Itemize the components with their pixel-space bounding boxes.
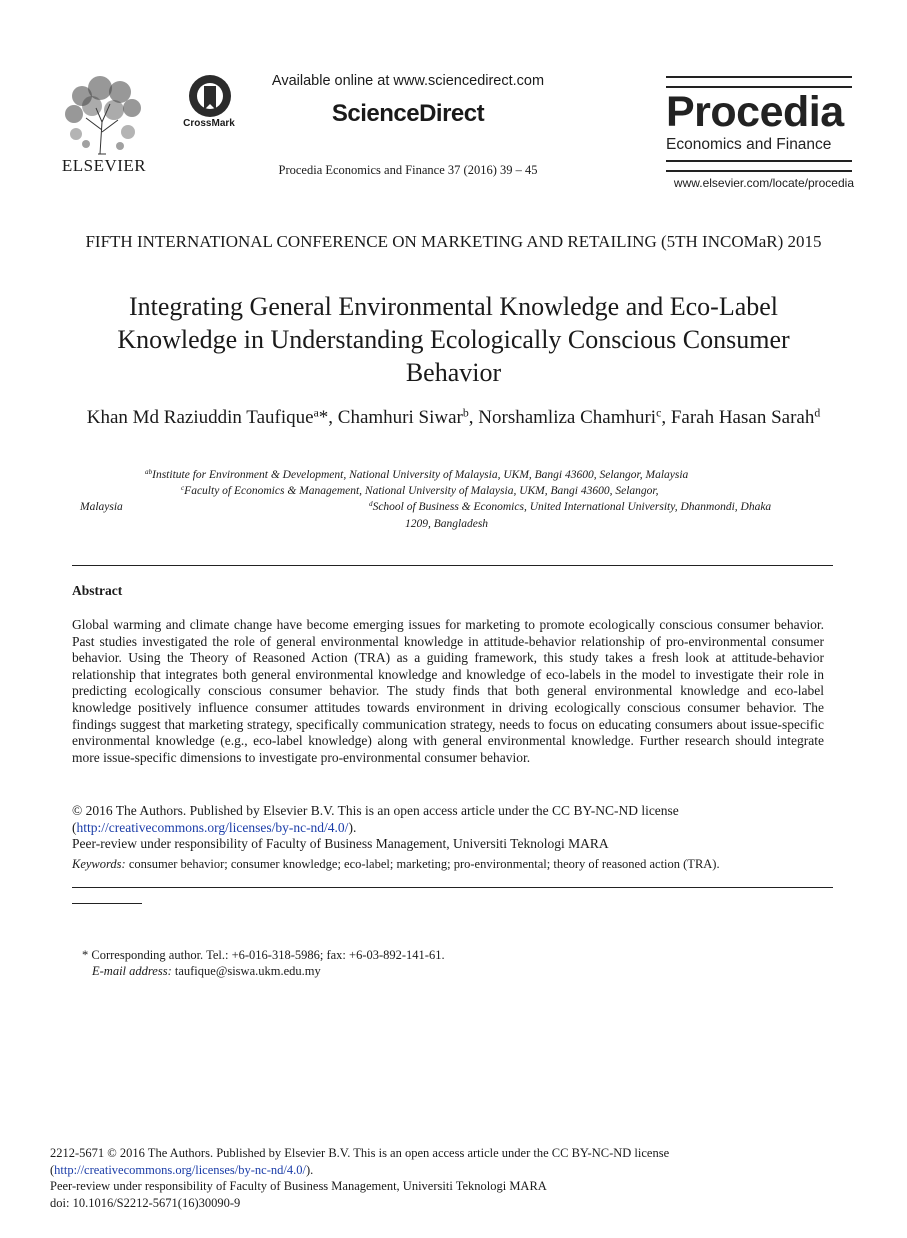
author-separator: , [468,407,479,428]
procedia-top-rule [666,76,852,88]
corresponding-author: * Corresponding author. Tel.: +6-016-318-5986; fax: +6-03-892-141-61. [82,948,445,962]
affiliation-d-continued: 1209, Bangladesh [405,518,489,530]
keywords-text: consumer behavior; consumer knowledge; eco-label; marketing; pro-environmental; theory of reasoned action (TRA). [125,857,720,871]
keywords [72,857,824,872]
email-label: E-mail address: [92,964,172,978]
available-online-text: Available online at www.sciencedirect.com [271,73,545,89]
corresponding-author-footnote [82,947,782,979]
procedia-subtitle: Economics and Finance [666,136,832,153]
keywords-label: Keywords: [72,857,126,871]
email-line [82,963,782,979]
author-name: Norshamliza Chamhuri [478,407,657,428]
author-separator: *, [318,407,338,428]
affiliation-text: Institute for Environment & Development, National University of Malaysia, UKM, Bangi 43600, Selangor, Malaysia [152,469,689,481]
copyright-footer [50,1145,850,1211]
elsevier-wordmark: ELSEVIER [61,156,147,175]
license-notice [72,803,824,853]
crossmark-label: CrossMark [183,118,235,129]
doi[interactable]: doi: 10.1016/S2212-5671(16)30090-9 [50,1195,241,1210]
footer-link-line [50,1162,850,1179]
author-superscript: d [814,406,821,420]
license-link-line [72,820,824,837]
affiliation-superscript: c [181,484,185,493]
license-line: © 2016 The Authors. Published by Elsevier B.V. This is an open access article under the CC BY-NC-ND license [72,803,679,818]
affiliation-c-continued: Malaysia [80,501,123,513]
affiliation-text: School of Business & Economics, United International University, Dhanmondi, Dhaka [372,501,772,513]
paren-open: ( [72,819,77,835]
author-superscript: b [462,406,469,420]
author-superscript: c [656,406,662,420]
author-name: Chamhuri Siwar [337,407,463,428]
license-link[interactable]: http://creativecommons.org/licenses/by-nc-nd/4.0/ [76,819,349,835]
issn-line: 2212-5671 © 2016 The Authors. Published by Elsevier B.V. This is an open access article under the CC BY-NC-ND license [50,1146,670,1160]
paren-open: ( [50,1162,55,1177]
abstract-top-rule [72,565,833,566]
affiliation-d [369,501,771,513]
footer-peer-review: Peer-review under responsibility of Faculty of Business Management, Universiti Teknologi MARA [50,1179,547,1193]
author-name: Farah Hasan Sarah [670,407,815,428]
affiliation-superscript: ab [145,468,153,477]
procedia-bottom-rule [666,160,852,172]
journal-reference: Procedia Economics and Finance 37 (2016) 39 – 45 [278,163,538,177]
affiliation-text: Faculty of Economics & Management, National University of Malaysia, UKM, Bangi 43600, Selangor, [184,485,659,497]
author-superscript: a [313,406,319,420]
abstract-heading: Abstract [72,583,123,598]
affiliation-ab [145,469,688,481]
email-address[interactable]: taufique@siswa.ukm.edu.my [171,964,321,978]
footnote-rule [72,903,142,904]
affiliation-superscript: d [369,500,373,509]
procedia-logo: Procedia [666,88,844,136]
abstract-body: Global warming and climate change have become emerging issues for marketing to promote ecologically conscious consumer behavior. Past studies investigated the role of general environmental knowledge in attitude-behavior relationship of pro-environmental consumer behavior. Using the Theory of Reasoned Action (TRA) as a guiding framework, this study takes a fresh look at attitude-behavior relationship that integrates both general environmental knowledge and knowledge of eco-labels in the model to investigate their role in predicting ecologically conscious consumer behavior. The study finds that both general environmental knowledge and eco-label knowledge positively influence consumer attitudes towards environment in driving ecologically conscious consumer behavior. The findings suggest that marketing strategy, specifically communication strategy, needs to focus on educating consumers about issue-specific environmental knowledge (e.g., eco-label knowledge) along with general environmental knowledge. Further research should integrate more issue-specific dimensions to investigate pro-environmental consumer behavior. [72,617,824,765]
affiliation-c [181,485,659,497]
paper-title: Integrating General Environmental Knowledge and Eco-Label Knowledge in Understanding Ecologically Conscious Consumer Behavior [117,292,790,387]
sciencedirect-logo[interactable]: ScienceDirect [331,100,485,127]
peer-review-line: Peer-review under responsibility of Faculty of Business Management, Universiti Teknologi MARA [72,836,609,852]
footer-license-link[interactable]: http://creativecommons.org/licenses/by-nc-nd/4.0/ [54,1162,306,1177]
paren-close: ). [348,819,357,835]
author-name: Khan Md Raziuddin Taufique [86,407,314,428]
author-separator: , [661,407,671,428]
author-list [60,405,847,430]
abstract-bottom-rule [72,887,833,888]
conference-name: FIFTH INTERNATIONAL CONFERENCE ON MARKETING AND RETAILING (5TH INCOMaR) 2015 [85,232,822,251]
procedia-url[interactable]: www.elsevier.com/locate/procedia [673,176,854,190]
paren-close: ). [305,1162,314,1177]
